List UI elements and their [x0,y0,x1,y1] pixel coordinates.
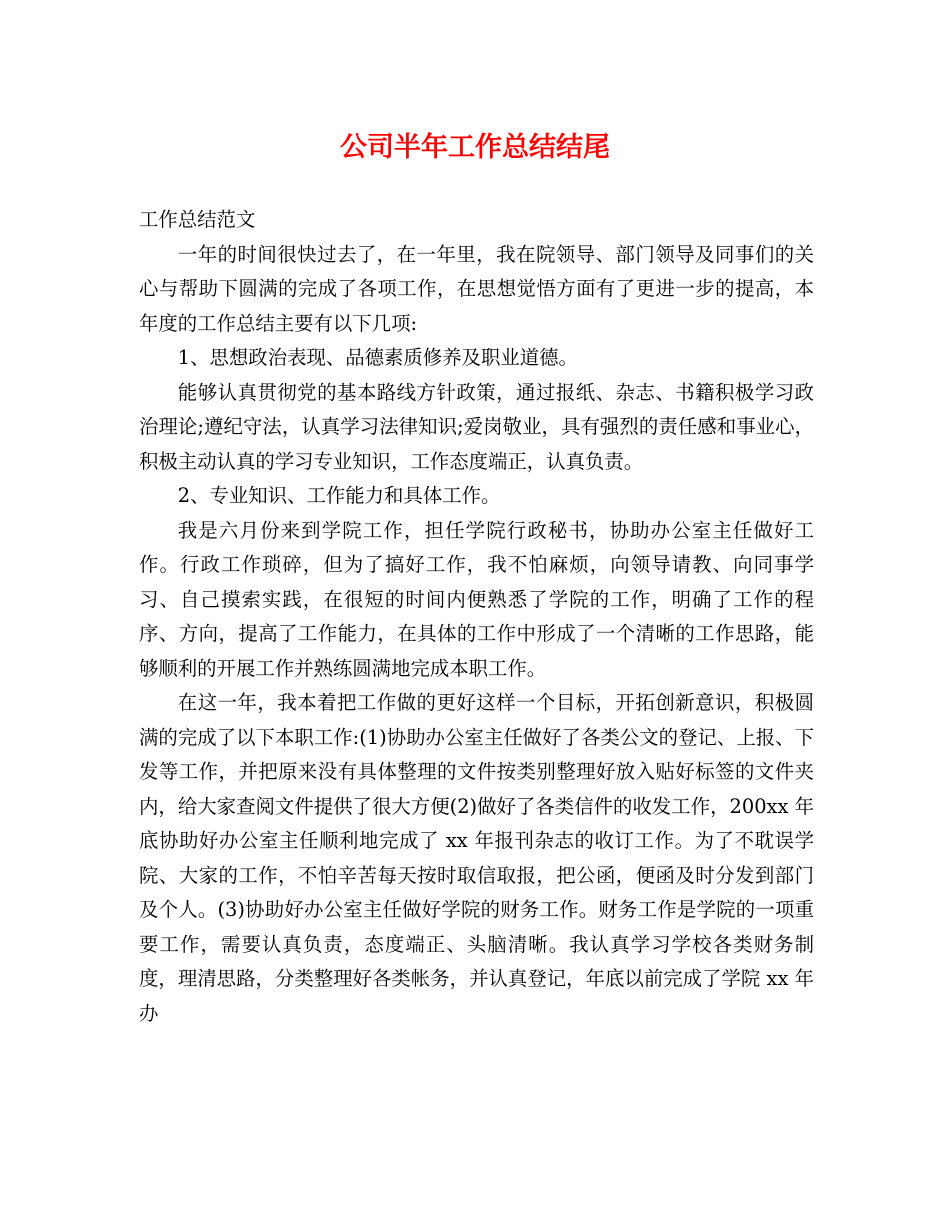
paragraph-section-2-body: 我是六月份来到学院工作，担任学院行政秘书，协助办公室主任做好工作。行政工作琐碎，但为了搞好工作，我不怕麻烦，向领导请教、向同事学习、自己摸索实践，在很短的时间内便熟悉了学院的工作，明确了工作的程序、方向，提高了工作能力，在具体的工作中形成了一个清晰的工作思路，能够顺利的开展工作并熟练圆满地完成本职工作。 [139,518,814,680]
paragraph-intro: 一年的时间很快过去了，在一年里，我在院领导、部门领导及同事们的关心与帮助下圆满的完成了各项工作，在思想觉悟方面有了更进一步的提高，本年度的工作总结主要有以下几项: [139,242,814,335]
paragraph-heading: 工作总结范文 [139,208,256,231]
paragraph-duties: 在这一年，我本着把工作做的更好这样一个目标，开拓创新意识，积极圆满的完成了以下本职工作:(1)协助办公室主任做好了各类公文的登记、上报、下发等工作，并把原来没有具体整理的文件按类别整理好放入贴好标签的文件夹内，给大家查阅文件提供了很大方便(2)做好了各类信件的收发工作，200xx 年底协助好办公室主任顺利地完成了 xx 年报刊杂志的收订工作。为了不耽误学院、大家的工作，不怕辛苦每天按时取信取报，把公函，便函及时分发到部门及个人。(3)协助好办公室主任做好学院的财务工作。财务工作是学院的一项重要工作，需要认真负责，态度端正、头脑清晰。我认真学习学校各类财务制度，理清思路，分类整理好各类帐务，并认真登记，年底以前完成了学院 xx 年办 [139,691,814,1025]
paragraph-section-2-heading: 2、专业知识、工作能力和具体工作。 [177,484,501,507]
document-title: 公司半年工作总结结尾 [340,132,610,163]
paragraph-section-1-heading: 1、思想政治表现、品德素质修养及职业道德。 [177,346,578,369]
document-body [139,203,814,1031]
paragraph-section-1-body: 能够认真贯彻党的基本路线方针政策，通过报纸、杂志、书籍积极学习政治理论;遵纪守法，认真学习法律知识;爱岗敬业，具有强烈的责任感和事业心，积极主动认真的学习专业知识，工作态度端正，认真负责。 [139,380,814,473]
